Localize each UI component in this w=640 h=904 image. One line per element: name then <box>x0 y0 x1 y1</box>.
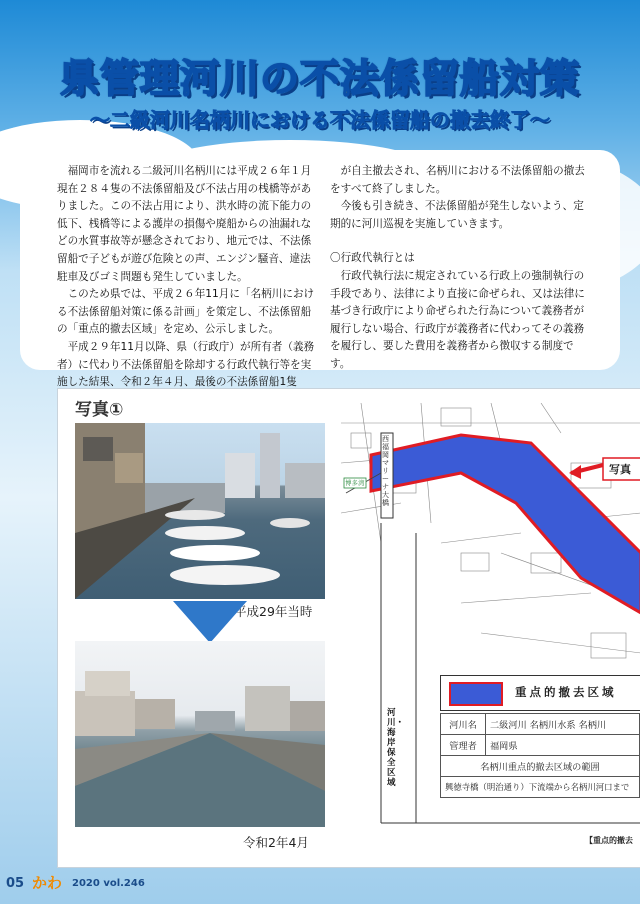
table-value: 二級河川 名柄川水系 名柄川 <box>486 714 640 735</box>
bridge-label: 西福岡マリーナ大橋 <box>382 435 389 507</box>
range-text: 興徳寺橋（明治通り）下流端から名柄川河口まで <box>441 777 640 798</box>
corner-label: 【重点的撤去 <box>585 836 633 845</box>
table-row <box>441 756 640 777</box>
legend <box>440 675 640 711</box>
photo-after <box>75 641 325 827</box>
photo-after-scene <box>75 641 325 827</box>
article-column-left <box>57 163 319 392</box>
legend-label: 重点的撤去区域 <box>515 685 617 699</box>
issue-label: 2020 vol.246 <box>72 878 145 889</box>
photo-label: 写真① <box>75 400 124 420</box>
boundary-label: 河川・海岸保全区域 <box>387 708 405 788</box>
river-info-table <box>440 713 640 798</box>
caption-before: 平成29年当時 <box>234 604 313 619</box>
photo-tag: 写真 <box>609 463 631 476</box>
table-row <box>441 735 640 756</box>
figure-panel <box>57 388 640 868</box>
photo-before <box>75 423 325 599</box>
paragraph: が自主撤去され、名柄川における不法係留船の撤去をすべて終了しました。 <box>330 165 585 195</box>
road-label: 博多湾 <box>345 479 365 487</box>
photo-before-scene <box>75 423 325 599</box>
paragraph: このため県では、平成２６年11月に「名柄川における不法係留船対策に係る計画」を策定し、不法係留船の「重点的撤去区域」を定め、公示しました。 <box>57 288 315 336</box>
down-arrow-icon <box>173 601 247 643</box>
page-title: 県管理河川の不法係留船対策 <box>59 57 580 102</box>
magazine-logo: かわ <box>32 874 63 892</box>
paragraph: 福岡市を流れる二級河川名柄川には平成２６年１月現在２８４隻の不法係留船及び不法占用の桟橋等がありました。この不法占用により、洪水時の流下能力の低下、桟橋等による護岸の損傷や廃船からの油漏れなどの水質事故等が懸念されており、地元では、不法係留船で子どもが遊び危険との声、エンジン騒音、違法駐車及びゴミ問題も発生していました。 <box>57 165 312 283</box>
paragraph: 今後も引き続き、不法係留船が発生しないよう、定期的に河川巡視を実施していきます。 <box>330 200 584 230</box>
legend-swatch <box>449 682 503 706</box>
table-row <box>441 777 640 798</box>
article-column-right <box>330 163 592 374</box>
table-key: 管理者 <box>441 735 486 756</box>
table-value: 福岡県 <box>486 735 640 756</box>
range-heading: 名柄川重点的撤去区域の範囲 <box>441 756 640 777</box>
caption-after: 令和2年4月 <box>243 835 309 850</box>
table-key: 河川名 <box>441 714 486 735</box>
paragraph: 平成２９年11月以降、県（行政庁）が所有者（義務者）に代わり不法係留船を除却する行政代執行等を実施した結果、令和２年４月、最後の不法係留船1隻 <box>57 340 315 389</box>
page-number: 05 <box>6 876 25 891</box>
site-map <box>341 403 640 861</box>
glossary-heading: 〇行政代執行とは <box>330 252 415 265</box>
glossary-text: 行政代執行法に規定されている行政上の強制執行の手段であり、法律により直接に命ぜられ、又は法律に基づき行政庁により命ぜられた行為について義務者が履行しない場合、行政庁が義務者に代わってその義務を履行し、要した費用を義務者から徴収する制度です。 <box>330 269 585 370</box>
page-subtitle: 〜二級河川名柄川における不法係留船の撤去終了〜 <box>90 108 550 132</box>
table-row <box>441 714 640 735</box>
